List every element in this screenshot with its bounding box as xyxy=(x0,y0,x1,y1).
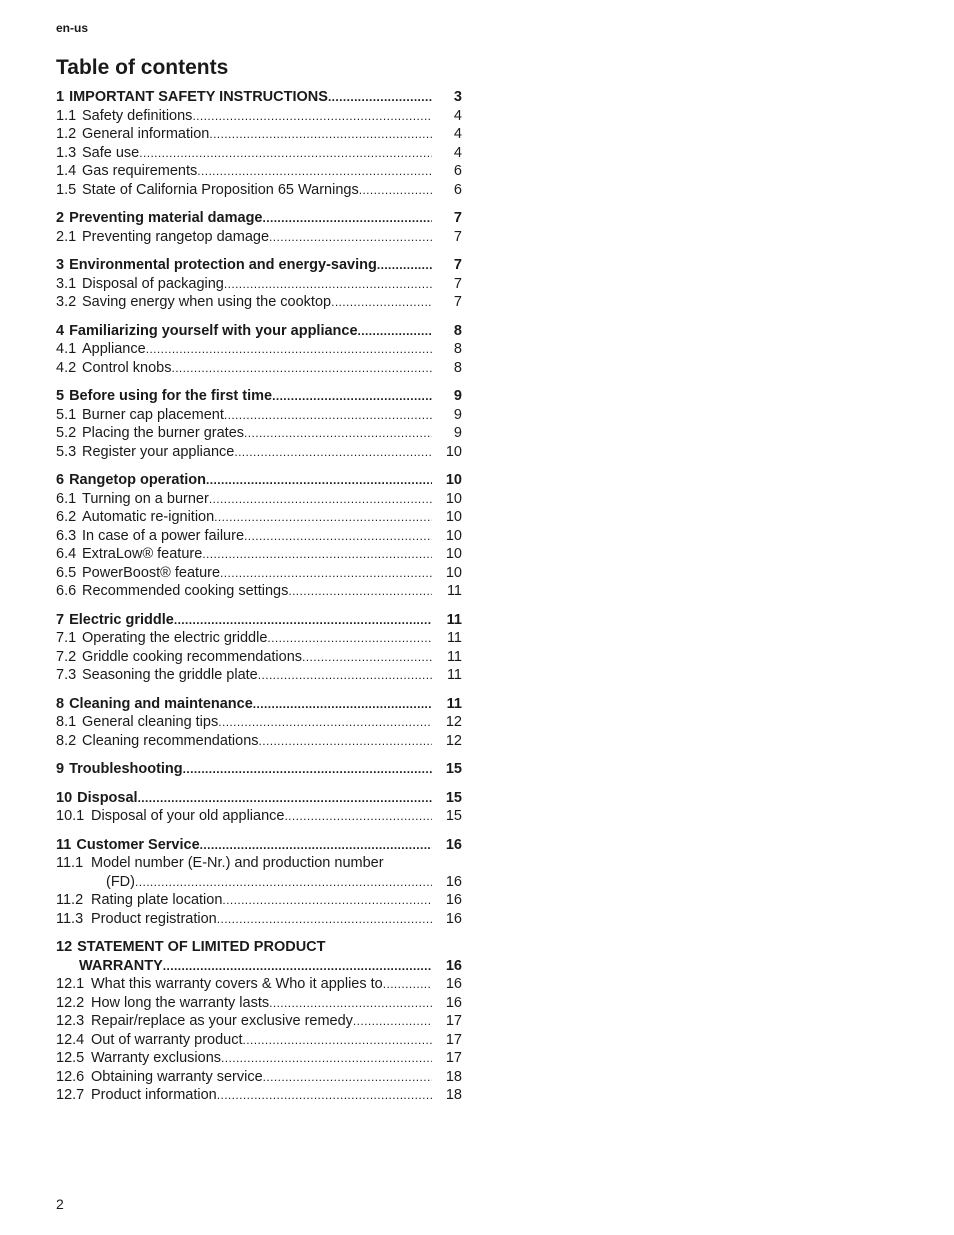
dot-leader xyxy=(258,666,432,685)
toc-entry-title: Operating the electric griddle xyxy=(82,630,268,646)
dot-leader xyxy=(243,1031,432,1050)
dot-leader xyxy=(253,695,432,714)
dot-leader xyxy=(206,471,432,490)
dot-leader xyxy=(272,387,432,406)
toc-entry-line xyxy=(56,873,462,892)
toc-entry-page: 10 xyxy=(445,472,462,488)
toc-entry-number: 6 xyxy=(56,472,65,488)
toc-entry-number: 2 xyxy=(56,210,65,226)
toc-entry-sub xyxy=(56,1049,462,1068)
toc-entry-page: 16 xyxy=(445,910,462,927)
toc-entry-title: Safety definitions xyxy=(82,107,193,124)
toc-entry-page: 17 xyxy=(445,1031,462,1048)
toc-entry-page: 11 xyxy=(446,695,462,712)
toc-entry-number: 7.1 xyxy=(56,630,77,646)
dot-leader xyxy=(224,406,432,425)
toc-entry-main xyxy=(56,256,462,275)
toc-section xyxy=(56,209,462,246)
toc-entry-number: 1.4 xyxy=(56,163,77,179)
toc-entry-number: 3.1 xyxy=(56,275,77,292)
dot-leader xyxy=(302,648,432,667)
toc-entry-sub xyxy=(56,910,462,929)
toc-entry-number: 12.4 xyxy=(56,1031,85,1048)
dot-leader xyxy=(146,340,432,359)
toc-entry-title: Turning on a burner xyxy=(82,490,209,507)
toc-entry-number: 1.1 xyxy=(56,107,77,124)
dot-leader xyxy=(284,807,432,826)
toc-entry-main xyxy=(56,836,462,855)
dot-leader xyxy=(209,490,432,509)
toc-entry-sub xyxy=(56,144,462,163)
dot-leader xyxy=(200,836,432,855)
toc-entry-page: 12 xyxy=(445,732,462,749)
toc-entry-sub xyxy=(56,854,462,891)
toc-entry-page: 16 xyxy=(445,873,462,890)
dot-leader xyxy=(358,322,432,341)
toc-entry-line xyxy=(56,957,462,976)
toc-entry-sub xyxy=(56,582,462,601)
toc-entry-sub xyxy=(56,994,462,1013)
toc-entry-title: Out of warranty product xyxy=(91,1031,243,1048)
dot-leader xyxy=(209,125,432,144)
toc-entry-page: 7 xyxy=(453,210,462,226)
dot-leader xyxy=(353,1012,432,1031)
toc-entry-main xyxy=(56,695,462,714)
toc-entry-page: 11 xyxy=(446,611,462,628)
toc-entry-number: 5.2 xyxy=(56,425,77,441)
dot-leader xyxy=(234,443,432,462)
toc-entry-sub xyxy=(56,162,462,181)
toc-entry-number: 1 xyxy=(56,89,65,105)
toc-entry-title: State of California Proposition 65 Warnings xyxy=(82,181,359,198)
toc-entry-page: 11 xyxy=(446,630,462,646)
toc-entry-title: Rangetop operation xyxy=(69,472,207,488)
toc-entry-title: Control knobs xyxy=(82,359,172,376)
toc-entry-sub xyxy=(56,629,462,648)
toc-entry-page: 9 xyxy=(453,388,462,404)
toc-entry-main xyxy=(56,611,462,630)
toc-entry-page: 6 xyxy=(453,163,462,179)
toc-entry-title: Before using for the first time xyxy=(69,388,273,404)
toc-entry-number: 3 xyxy=(56,257,65,273)
toc-entry-line xyxy=(56,854,462,873)
dot-leader xyxy=(383,975,432,994)
toc-entry-number: 3.2 xyxy=(56,294,77,310)
toc-entry-title: Recommended cooking settings xyxy=(82,583,289,599)
toc-entry-title: In case of a power failure xyxy=(82,527,245,544)
toc-entry-page: 8 xyxy=(453,322,462,339)
toc-entry-number: 8 xyxy=(56,695,65,712)
toc-entry-line xyxy=(56,938,462,957)
language-code: en-us xyxy=(56,21,89,35)
dot-leader xyxy=(192,107,432,126)
toc-entry-number: 9 xyxy=(56,761,65,777)
toc-entry-sub xyxy=(56,1012,462,1031)
toc-entry-page: 7 xyxy=(453,294,462,310)
toc-entry-main xyxy=(56,760,462,779)
toc-entry-page: 16 xyxy=(445,957,462,974)
toc-entry-page: 15 xyxy=(445,789,462,806)
toc-entry-page: 18 xyxy=(445,1087,462,1103)
toc-entry-sub xyxy=(56,508,462,527)
toc-entry-page: 10 xyxy=(445,564,462,581)
dot-leader xyxy=(377,256,432,275)
toc-entry-page: 10 xyxy=(445,490,462,507)
toc-entry-number: 12.2 xyxy=(56,994,85,1011)
toc-entry-number: 1.5 xyxy=(56,181,77,198)
toc-section xyxy=(56,695,462,751)
toc-section xyxy=(56,611,462,685)
toc-section xyxy=(56,387,462,461)
toc-entry-title: Environmental protection and energy-saving xyxy=(69,257,377,273)
toc-entry-title: Disposal of packaging xyxy=(82,275,224,292)
toc-entry-page: 11 xyxy=(446,667,462,683)
toc-entry-page: 16 xyxy=(445,994,462,1011)
toc-entry-page: 10 xyxy=(445,443,462,460)
toc-entry-page: 7 xyxy=(453,275,462,292)
dot-leader xyxy=(135,873,432,892)
dot-leader xyxy=(163,957,432,976)
toc-entry-number: 6.4 xyxy=(56,546,77,562)
toc-entry-title-cont: (FD) xyxy=(106,873,135,890)
toc-entry-page: 10 xyxy=(445,527,462,544)
toc-entry-page: 7 xyxy=(453,228,462,245)
toc-entry-number: 7 xyxy=(56,611,65,628)
dot-leader xyxy=(328,88,432,107)
toc-entry-number: 8.2 xyxy=(56,732,77,749)
toc-entry-sub xyxy=(56,648,462,667)
toc-entry-number: 12.1 xyxy=(56,976,85,992)
toc-entry-title: Rating plate location xyxy=(91,892,223,908)
dot-leader xyxy=(202,545,432,564)
toc-entry-title: Seasoning the griddle plate xyxy=(82,667,258,683)
toc-entry-title: Model number (E-Nr.) and production number xyxy=(91,855,384,871)
toc-entry-sub xyxy=(56,807,462,826)
toc-entry-title: Product information xyxy=(91,1087,217,1103)
toc-entry-page: 17 xyxy=(445,1050,462,1066)
toc-entry-number: 11 xyxy=(56,836,72,853)
toc-entry-page: 3 xyxy=(453,89,462,105)
page-number: 2 xyxy=(56,1196,64,1212)
toc-entry-sub xyxy=(56,406,462,425)
toc-entry-title: Disposal of your old appliance xyxy=(91,808,285,824)
toc-entry-page: 7 xyxy=(453,257,462,273)
toc-entry-title: Disposal xyxy=(77,789,138,806)
toc-entry-number: 11.3 xyxy=(56,910,84,927)
toc-entry-page: 10 xyxy=(445,546,462,562)
toc-entry-title: STATEMENT OF LIMITED PRODUCT xyxy=(77,939,326,955)
dot-leader xyxy=(244,527,432,546)
toc-entry-title: Cleaning recommendations xyxy=(82,732,259,749)
dot-leader xyxy=(359,181,432,200)
toc-entry-title: Familiarizing yourself with your appliance xyxy=(69,322,358,339)
toc-entry-title: IMPORTANT SAFETY INSTRUCTIONS xyxy=(69,89,328,105)
dot-leader xyxy=(263,1068,432,1087)
toc-entry-page: 17 xyxy=(445,1013,462,1029)
toc-entry-sub xyxy=(56,359,462,378)
toc-entry-title: How long the warranty lasts xyxy=(91,994,270,1011)
toc-section xyxy=(56,938,462,1105)
toc-entry-page: 18 xyxy=(445,1068,462,1085)
toc-entry-title: Warranty exclusions xyxy=(91,1050,222,1066)
dot-leader xyxy=(244,424,432,443)
toc-entry-title: What this warranty covers & Who it applies to xyxy=(91,976,383,992)
toc-entry-number: 6.5 xyxy=(56,564,77,581)
toc-section xyxy=(56,471,462,601)
toc-entry-sub xyxy=(56,713,462,732)
toc-entry-number: 5.1 xyxy=(56,406,77,423)
dot-leader xyxy=(269,228,432,247)
toc-entry-number: 6.2 xyxy=(56,509,77,525)
toc-entry-sub xyxy=(56,125,462,144)
toc-entry-number: 6.1 xyxy=(56,490,77,507)
toc-entry-sub xyxy=(56,975,462,994)
toc-entry-page: 16 xyxy=(445,836,462,853)
toc-entry-sub xyxy=(56,564,462,583)
toc-section xyxy=(56,256,462,312)
dot-leader xyxy=(217,910,432,929)
toc-entry-title: Preventing rangetop damage xyxy=(82,228,270,245)
toc-entry-number: 6.3 xyxy=(56,527,77,544)
toc-entry-sub xyxy=(56,293,462,312)
toc-entry-page: 10 xyxy=(445,509,462,525)
dot-leader xyxy=(221,1049,432,1068)
toc-entry-title: Appliance xyxy=(82,341,146,357)
toc-entry-sub xyxy=(56,1086,462,1105)
toc-entry-number: 8.1 xyxy=(56,714,77,730)
toc-entry-page: 4 xyxy=(453,126,462,142)
toc-entry-title: General information xyxy=(82,126,210,142)
toc-entry-sub xyxy=(56,107,462,126)
toc-entry-title: Preventing material damage xyxy=(69,210,263,226)
toc-entry-title: Product registration xyxy=(91,910,217,927)
toc-entry-title: General cleaning tips xyxy=(82,714,219,730)
toc-entry-page: 15 xyxy=(445,808,462,824)
toc-entry-page: 11 xyxy=(446,583,462,599)
toc-entry-title: Griddle cooking recommendations xyxy=(82,648,303,665)
toc-entry-title: Electric griddle xyxy=(69,611,174,628)
dot-leader xyxy=(183,760,432,779)
toc-entry-page: 4 xyxy=(453,144,462,161)
toc-entry-number: 5 xyxy=(56,388,65,404)
dot-leader xyxy=(269,994,432,1013)
toc-entry-number: 10.1 xyxy=(56,808,85,824)
toc-entry-sub xyxy=(56,443,462,462)
toc-entry-sub xyxy=(56,490,462,509)
toc-entry-number: 12.3 xyxy=(56,1013,85,1029)
table-of-contents xyxy=(56,88,462,1115)
toc-entry-page: 9 xyxy=(453,425,462,441)
toc-entry-title: Customer Service xyxy=(76,836,200,853)
toc-entry-number: 5.3 xyxy=(56,443,77,460)
dot-leader xyxy=(214,508,432,527)
toc-entry-number: 4.1 xyxy=(56,341,77,357)
toc-entry-number: 2.1 xyxy=(56,228,77,245)
toc-entry-title: Repair/replace as your exclusive remedy xyxy=(91,1013,353,1029)
dot-leader xyxy=(288,582,432,601)
toc-section xyxy=(56,789,462,826)
toc-entry-number: 1.3 xyxy=(56,144,77,161)
toc-entry-title-cont: WARRANTY xyxy=(79,957,163,974)
toc-section xyxy=(56,836,462,929)
toc-entry-number: 4 xyxy=(56,322,65,339)
dot-leader xyxy=(171,359,432,378)
toc-entry-number: 10 xyxy=(56,789,73,806)
toc-entry-number: 7.3 xyxy=(56,667,77,683)
toc-entry-number: 4.2 xyxy=(56,359,77,376)
toc-section xyxy=(56,88,462,199)
toc-entry-number: 7.2 xyxy=(56,648,77,665)
dot-leader xyxy=(222,891,432,910)
toc-entry-number: 12.7 xyxy=(56,1087,85,1103)
dot-leader xyxy=(331,293,432,312)
toc-entry-title: ExtraLow® feature xyxy=(82,546,203,562)
toc-entry-sub xyxy=(56,275,462,294)
toc-entry-sub xyxy=(56,228,462,247)
toc-entry-number: 12.5 xyxy=(56,1050,85,1066)
toc-entry-page: 16 xyxy=(445,892,462,908)
dot-leader xyxy=(267,629,432,648)
toc-entry-sub xyxy=(56,1068,462,1087)
toc-entry-main xyxy=(56,471,462,490)
toc-entry-page: 11 xyxy=(446,648,462,665)
toc-entry-title: Gas requirements xyxy=(82,163,198,179)
toc-entry-title: Placing the burner grates xyxy=(82,425,245,441)
toc-entry-sub xyxy=(56,181,462,200)
toc-entry-sub xyxy=(56,340,462,359)
toc-entry-number: 12.6 xyxy=(56,1068,85,1085)
dot-leader xyxy=(138,789,432,808)
toc-entry-number: 6.6 xyxy=(56,583,77,599)
toc-entry-main xyxy=(56,938,462,975)
toc-entry-title: Saving energy when using the cooktop xyxy=(82,294,332,310)
dot-leader xyxy=(218,713,432,732)
toc-entry-main xyxy=(56,387,462,406)
dot-leader xyxy=(263,209,433,228)
toc-entry-sub xyxy=(56,527,462,546)
toc-section xyxy=(56,760,462,779)
toc-entry-number: 11.1 xyxy=(56,855,84,871)
toc-entry-page: 12 xyxy=(445,714,462,730)
dot-leader xyxy=(139,144,432,163)
toc-entry-page: 16 xyxy=(445,976,462,992)
toc-entry-main xyxy=(56,789,462,808)
toc-entry-number: 11.2 xyxy=(56,892,84,908)
toc-entry-sub xyxy=(56,891,462,910)
toc-entry-number: 12 xyxy=(56,939,73,955)
dot-leader xyxy=(174,611,432,630)
dot-leader xyxy=(197,162,432,181)
toc-entry-main xyxy=(56,322,462,341)
toc-entry-page: 15 xyxy=(445,761,462,777)
toc-entry-title: Burner cap placement xyxy=(82,406,224,423)
toc-entry-sub xyxy=(56,666,462,685)
toc-entry-title: Register your appliance xyxy=(82,443,235,460)
toc-entry-title: Safe use xyxy=(82,144,140,161)
toc-entry-page: 4 xyxy=(453,107,462,124)
toc-entry-page: 8 xyxy=(453,341,462,357)
toc-entry-sub xyxy=(56,732,462,751)
toc-entry-main xyxy=(56,88,462,107)
toc-entry-title: Automatic re-ignition xyxy=(82,509,215,525)
toc-entry-main xyxy=(56,209,462,228)
toc-entry-title: PowerBoost® feature xyxy=(82,564,221,581)
toc-entry-sub xyxy=(56,424,462,443)
toc-entry-number: 1.2 xyxy=(56,126,77,142)
dot-leader xyxy=(217,1086,432,1105)
toc-entry-sub xyxy=(56,545,462,564)
page-title: Table of contents xyxy=(56,56,229,79)
toc-entry-page: 8 xyxy=(453,359,462,376)
toc-entry-sub xyxy=(56,1031,462,1050)
dot-leader xyxy=(220,564,432,583)
toc-entry-page: 9 xyxy=(453,406,462,423)
dot-leader xyxy=(259,732,432,751)
toc-entry-title: Troubleshooting xyxy=(69,761,183,777)
toc-section xyxy=(56,322,462,378)
toc-entry-title: Obtaining warranty service xyxy=(91,1068,263,1085)
toc-entry-title: Cleaning and maintenance xyxy=(69,695,253,712)
dot-leader xyxy=(224,275,432,294)
toc-entry-page: 6 xyxy=(453,181,462,198)
